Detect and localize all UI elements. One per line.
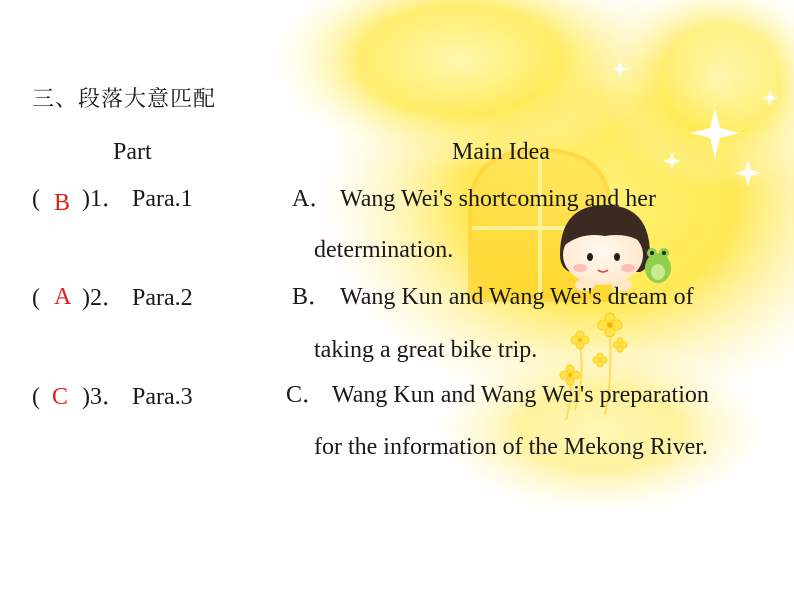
idea-c-line-1: Wang Kun and Wang Wei's preparation — [332, 382, 709, 408]
item-number-3: )3． — [82, 384, 126, 410]
idea-letter-a: A． — [292, 186, 334, 212]
idea-a-line-2: determination. — [314, 237, 454, 263]
answer-2: A — [54, 284, 72, 310]
item-number-1: )1． — [82, 186, 126, 212]
part-3: Para.3 — [132, 384, 193, 410]
open-paren: ( — [32, 384, 40, 410]
part-2: Para.2 — [132, 285, 193, 311]
answer-3: C — [52, 384, 69, 410]
open-paren: ( — [32, 285, 40, 311]
idea-letter-c: C． — [286, 382, 327, 408]
idea-c-line-2: for the information of the Mekong River. — [314, 434, 708, 460]
answer-1: B — [54, 190, 71, 216]
idea-b-line-1: Wang Kun and Wang Wei's dream of — [340, 284, 694, 310]
item-number-2: )2． — [82, 285, 126, 311]
open-paren: ( — [32, 186, 40, 212]
idea-a-line-1: Wang Wei's shortcoming and her — [340, 186, 656, 212]
idea-letter-b: B． — [292, 284, 333, 310]
part-1: Para.1 — [132, 186, 193, 212]
header-part: Part — [113, 139, 152, 165]
idea-b-line-2: taking a great bike trip. — [314, 337, 538, 363]
header-main-idea: Main Idea — [452, 139, 550, 165]
section-title: 三、段落大意匹配 — [32, 87, 217, 112]
